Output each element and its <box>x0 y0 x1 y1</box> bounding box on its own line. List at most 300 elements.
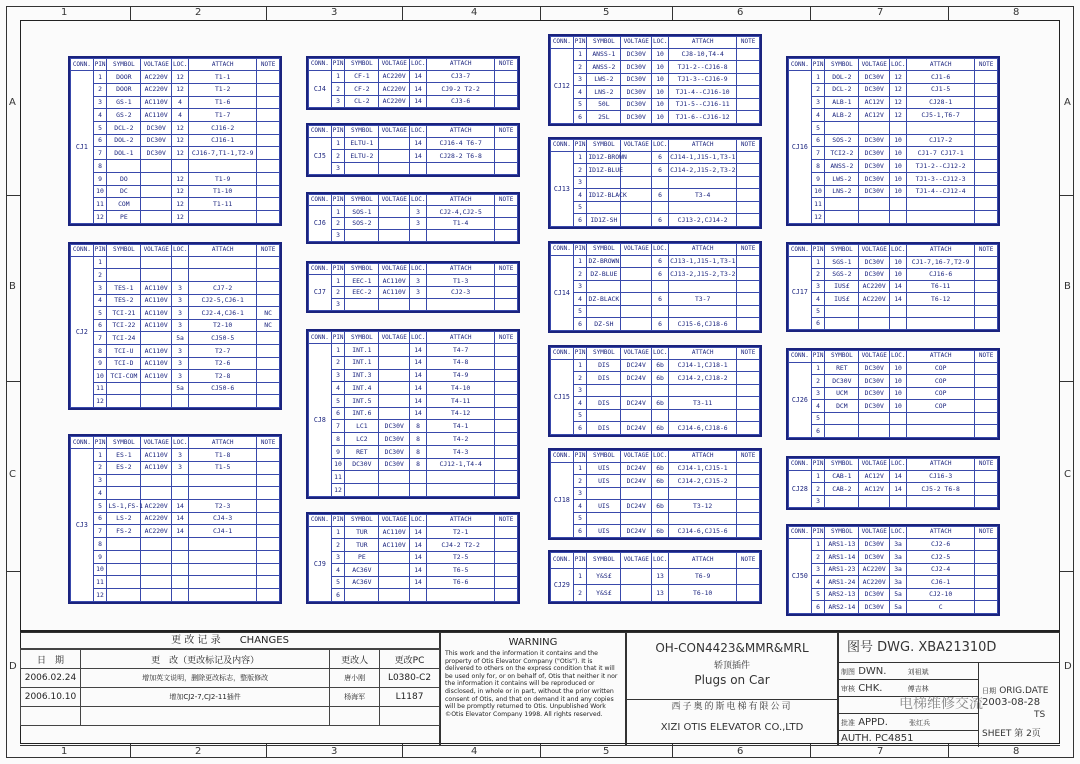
table-row <box>71 256 280 269</box>
table-cell: 14 <box>890 281 907 293</box>
table-header-cell: ATTACH <box>907 59 975 71</box>
table-row <box>551 397 760 410</box>
table-cell: DC24V <box>621 500 652 513</box>
table-cell <box>172 269 189 282</box>
table-cell: 4 <box>172 109 189 122</box>
connector-name: CJ1 <box>71 71 94 224</box>
table-cell: 3 <box>811 495 825 507</box>
table-cell <box>975 147 998 160</box>
table-cell: 10 <box>652 111 669 124</box>
table-cell: ALB-2 <box>825 109 859 122</box>
table-cell <box>141 382 172 395</box>
title-cn: 轿顶插件 <box>713 661 750 671</box>
table-row <box>71 294 280 307</box>
table-row <box>71 499 280 512</box>
grid-col-label: 6 <box>737 746 744 757</box>
table-cell <box>107 395 141 408</box>
grid-row-label: C <box>1064 469 1071 480</box>
table-cell: DZ-BROWN <box>587 255 621 268</box>
table-header-cell: PIN <box>811 459 825 471</box>
table-row <box>309 344 518 357</box>
table-header-cell: VOLTAGE <box>621 37 652 49</box>
table-cell: AC110V <box>379 287 410 299</box>
table-row <box>551 462 760 475</box>
table-cell: AC110V <box>141 370 172 383</box>
table-cell: T1-11 <box>189 198 257 211</box>
table-cell: 14 <box>410 576 427 589</box>
table-cell: ALB-1 <box>825 96 859 109</box>
table-cell: DC30V <box>141 121 172 134</box>
table-cell <box>737 462 760 475</box>
table-cell: EEC-1 <box>345 275 379 287</box>
table-cell: 8 <box>410 420 427 433</box>
table-cell: TES-1 <box>107 282 141 295</box>
dwn-name: 刘祖斌 <box>907 668 929 676</box>
table-cell <box>107 474 141 487</box>
table-header-cell: VOLTAGE <box>859 59 890 71</box>
table-cell: 14 <box>410 356 427 369</box>
connector-name: CJ3 <box>71 449 94 602</box>
table-cell: INT.6 <box>345 407 379 420</box>
table-cell: DC24V <box>621 525 652 538</box>
table-header-cell: ATTACH <box>907 527 975 539</box>
connector-name: CJ29 <box>551 568 574 601</box>
table-cell <box>172 576 189 589</box>
connector-table-cj4 <box>306 56 520 110</box>
table-cell: 10 <box>652 48 669 61</box>
table-cell: Y&S£ <box>587 568 621 585</box>
table-row <box>309 526 518 539</box>
table-cell <box>890 425 907 438</box>
table-cell <box>257 109 280 122</box>
table-cell: DC30V <box>859 551 890 564</box>
table-cell <box>172 487 189 500</box>
table-cell: 3a <box>890 551 907 564</box>
table-cell: 10 <box>890 375 907 388</box>
table-cell: DC30V <box>825 375 859 388</box>
table-cell: ANSS-2 <box>825 160 859 173</box>
table-cell: 4 <box>93 109 107 122</box>
table-cell: 5 <box>811 588 825 601</box>
table-row <box>71 550 280 563</box>
table-header-cell: VOLTAGE <box>859 351 890 363</box>
table-header-cell: PIN <box>331 59 345 71</box>
table-cell: ARS2-13 <box>825 588 859 601</box>
grid-col-label: 8 <box>1013 7 1020 18</box>
table-row <box>71 319 280 332</box>
table-header-cell: SYMBOL <box>107 59 141 71</box>
table-cell: 1 <box>331 206 345 218</box>
table-cell: 11 <box>331 471 345 484</box>
table-cell <box>345 162 379 174</box>
table-cell: 1 <box>811 538 825 551</box>
table-cell <box>257 134 280 147</box>
table-cell: ANSS-2 <box>587 61 621 74</box>
table-cell: 4 <box>573 397 587 410</box>
table-row <box>789 293 998 305</box>
table-row <box>789 198 998 211</box>
grid-col-label: 6 <box>737 7 744 18</box>
table-header-cell: LOC. <box>652 244 669 256</box>
table-row <box>309 551 518 564</box>
table-cell: CJ14-6,CJ15-6 <box>669 525 737 538</box>
table-cell: TCI-COM <box>107 370 141 383</box>
table-cell <box>107 487 141 500</box>
connector-name: CJ15 <box>551 359 574 434</box>
table-cell <box>859 412 890 425</box>
watermark: 电梯维修交流 <box>899 696 983 712</box>
table-cell: DC30V <box>859 83 890 96</box>
table-cell: 8 <box>410 445 427 458</box>
table-header-cell: SYMBOL <box>825 351 859 363</box>
table-cell: 1 <box>331 526 345 539</box>
table-cell <box>345 299 379 311</box>
table-cell: 3 <box>410 206 427 218</box>
table-cell <box>345 230 379 242</box>
table-header-cell: CONN. <box>551 451 574 463</box>
table-cell: 6 <box>652 255 669 268</box>
table-header-cell: ATTACH <box>189 245 257 257</box>
table-cell: TCI-22 <box>107 319 141 332</box>
table-cell: CJ2-5 <box>907 551 975 564</box>
table-cell: 2 <box>93 83 107 96</box>
dwg-info-section <box>838 632 1060 746</box>
table-cell: CJ14-2,J15-2,T3-2 <box>669 164 737 177</box>
table-cell: CJ16-2 <box>189 121 257 134</box>
table-cell: 12 <box>890 71 907 84</box>
table-cell: 8 <box>811 160 825 173</box>
table-header-cell: CONN. <box>551 244 574 256</box>
table-cell: 14 <box>410 83 427 95</box>
table-cell <box>141 395 172 408</box>
table-cell <box>825 211 859 224</box>
table-header-cell: SYMBOL <box>107 245 141 257</box>
table-row <box>71 563 280 576</box>
table-header-cell: ATTACH <box>427 126 495 138</box>
dwn-label: DWN. <box>858 666 887 677</box>
table-row <box>71 307 280 320</box>
table-cell: AC12V <box>859 483 890 495</box>
table-cell: 3 <box>573 384 587 397</box>
chk-cn: 审核 <box>841 685 855 693</box>
table-cell: 2 <box>331 150 345 162</box>
table-cell: UCM <box>825 387 859 400</box>
table-cell: TCI-U <box>107 344 141 357</box>
table-cell: 12 <box>172 185 189 198</box>
table-header-cell: NOTE <box>495 59 518 71</box>
table-cell: 6 <box>652 214 669 227</box>
table-cell <box>189 160 257 173</box>
table-cell <box>975 293 998 305</box>
table-cell: DC30V <box>621 86 652 99</box>
table-cell: DC30V <box>141 134 172 147</box>
table-cell <box>410 589 427 602</box>
table-cell <box>410 230 427 242</box>
table-cell <box>907 121 975 134</box>
changes-table <box>20 649 440 726</box>
table-cell: CF-2 <box>345 83 379 95</box>
table-cell: AC220V <box>141 525 172 538</box>
table-header-cell: VOLTAGE <box>379 195 410 206</box>
table-cell: 5 <box>811 412 825 425</box>
table-cell: 12 <box>93 395 107 408</box>
table-cell <box>257 525 280 538</box>
table-cell: 4 <box>93 294 107 307</box>
table-row <box>789 400 998 413</box>
table-header-cell: CONN. <box>71 437 94 449</box>
table-cell: DIS <box>587 359 621 372</box>
table-cell: DC30V <box>379 458 410 471</box>
table-cell: 14 <box>890 483 907 495</box>
table-cell: CJ5-1,T6-7 <box>907 109 975 122</box>
table-cell <box>890 317 907 329</box>
table-cell: CJ2-4 <box>907 563 975 576</box>
table-cell: DC24V <box>621 475 652 488</box>
table-header-cell: CONN. <box>551 140 574 152</box>
changes-title-cn: 更 改 记 录 <box>171 635 221 646</box>
table-cell <box>890 495 907 507</box>
table-cell: CJ2-6 <box>907 538 975 551</box>
table-cell: DC24V <box>621 359 652 372</box>
table-header-cell: ATTACH <box>907 245 975 257</box>
table-cell: 14 <box>172 512 189 525</box>
table-row <box>551 525 760 538</box>
table-cell <box>975 563 998 576</box>
table-cell: T1-6 <box>189 96 257 109</box>
table-cell <box>652 201 669 214</box>
table-cell <box>737 487 760 500</box>
connector-name: CJ4 <box>309 70 332 107</box>
company-en: XIZI OTIS ELEVATOR CO.,LTD <box>660 722 804 733</box>
table-cell <box>737 189 760 202</box>
table-header-cell: SYMBOL <box>825 59 859 71</box>
table-cell: 14 <box>410 382 427 395</box>
table-cell <box>379 344 410 357</box>
table-cell: CJ14-1,J15-1,T3-1 <box>669 151 737 164</box>
table-header-cell: CONN. <box>789 351 812 363</box>
table-cell <box>257 83 280 96</box>
table-cell <box>737 111 760 124</box>
table-cell: CJ2-3 <box>427 287 495 299</box>
table-cell: CJ2-5,CJ6-1 <box>189 294 257 307</box>
table-cell: 1 <box>811 71 825 84</box>
table-header-cell: LOC. <box>890 351 907 363</box>
table-header-cell: LOC. <box>652 553 669 569</box>
table-cell: T1-8 <box>189 449 257 462</box>
table-cell <box>587 176 621 189</box>
table-cell: ID1Z-BROWN <box>587 151 621 164</box>
table-row <box>551 359 760 372</box>
table-cell: 10 <box>93 185 107 198</box>
table-cell: 8 <box>93 160 107 173</box>
table-cell: 4 <box>172 96 189 109</box>
table-cell: CJ8-10,T4-4 <box>669 48 737 61</box>
table-header-cell: VOLTAGE <box>621 553 652 569</box>
table-cell: CJ15-6,CJ18-6 <box>669 318 737 331</box>
table-cell: 10 <box>890 172 907 185</box>
table-row <box>551 318 760 331</box>
table-header-cell: LOC. <box>172 245 189 257</box>
orig-date: 2003-08-28 <box>982 697 1041 708</box>
table-header-cell: LOC. <box>890 459 907 471</box>
table-cell: 5 <box>331 576 345 589</box>
table-cell: DC30V <box>859 256 890 268</box>
table-cell <box>379 218 410 230</box>
table-cell <box>621 164 652 177</box>
change-desc: 增加CJ2-7,CJ2-11插件 <box>80 688 329 707</box>
table-cell: LS-2 <box>107 512 141 525</box>
table-cell: 10 <box>890 362 907 375</box>
table-cell: 2 <box>331 218 345 230</box>
table-header-cell: LOC. <box>410 264 427 275</box>
table-cell <box>737 409 760 422</box>
table-row <box>71 282 280 295</box>
table-row <box>71 449 280 462</box>
table-cell: 5 <box>93 499 107 512</box>
table-cell: 1 <box>93 449 107 462</box>
table-row <box>551 422 760 435</box>
table-row <box>789 121 998 134</box>
table-cell: T3-11 <box>669 397 737 410</box>
table-cell <box>257 487 280 500</box>
table-cell: 14 <box>410 344 427 357</box>
table-header-cell: ATTACH <box>907 351 975 363</box>
table-cell: AC110V <box>141 357 172 370</box>
table-cell: T4-1 <box>427 420 495 433</box>
table-header-cell: VOLTAGE <box>621 348 652 360</box>
table-cell: DC30V <box>859 147 890 160</box>
table-cell: DC30V <box>859 588 890 601</box>
table-cell: CJ13-2,J15-2,T3-2 <box>669 268 737 281</box>
table-cell: AC36V <box>345 576 379 589</box>
table-cell: ID1Z-BLUE <box>587 164 621 177</box>
table-cell: AC110V <box>379 539 410 552</box>
table-cell: DC30V <box>859 268 890 280</box>
table-cell: 12 <box>172 172 189 185</box>
table-row <box>789 563 998 576</box>
table-cell: 14 <box>410 564 427 577</box>
table-header-cell: SYMBOL <box>345 515 379 527</box>
table-cell: CJ4-1 <box>189 525 257 538</box>
table-cell: CJ2-4,CJ2-5 <box>427 206 495 218</box>
table-header-cell: CONN. <box>789 459 812 471</box>
table-cell: EEC-2 <box>345 287 379 299</box>
auth-label: AUTH. <box>841 733 872 744</box>
table-row <box>71 525 280 538</box>
table-cell: CJ4-2 T2-2 <box>427 539 495 552</box>
table-cell: T2-10 <box>189 319 257 332</box>
table-cell <box>975 71 998 84</box>
table-row <box>71 538 280 551</box>
table-cell <box>427 162 495 174</box>
table-cell <box>890 211 907 224</box>
table-cell: 12 <box>890 96 907 109</box>
connector-name: CJ13 <box>551 151 574 226</box>
table-cell: 4 <box>573 500 587 513</box>
table-cell <box>345 484 379 497</box>
table-header-cell: PIN <box>93 437 107 449</box>
table-cell <box>427 471 495 484</box>
table-cell: ID1Z-BLACK <box>587 189 621 202</box>
table-cell <box>257 71 280 84</box>
table-cell <box>652 176 669 189</box>
table-cell: 2 <box>573 585 587 602</box>
table-cell: 2 <box>331 83 345 95</box>
table-header-cell: CONN. <box>309 332 332 344</box>
table-header-cell: NOTE <box>975 459 998 471</box>
table-header-cell: VOLTAGE <box>621 244 652 256</box>
table-cell: DC30V <box>859 538 890 551</box>
table-cell: IUS£ <box>825 293 859 305</box>
table-cell: LWS-2 <box>587 73 621 86</box>
table-cell <box>495 407 518 420</box>
date-cn: 日期 <box>982 687 996 695</box>
table-header-cell: VOLTAGE <box>141 437 172 449</box>
table-cell: 4 <box>573 189 587 202</box>
table-cell: RET <box>825 362 859 375</box>
table-cell: T3-4 <box>669 189 737 202</box>
table-cell <box>737 512 760 525</box>
table-cell <box>669 280 737 293</box>
table-row <box>309 564 518 577</box>
table-row <box>309 83 518 95</box>
table-row <box>789 576 998 589</box>
table-cell: 3 <box>811 563 825 576</box>
table-cell: 6b <box>652 525 669 538</box>
table-cell: 1 <box>331 344 345 357</box>
table-header-cell: VOLTAGE <box>859 245 890 257</box>
table-cell: CJ14-6,CJ18-6 <box>669 422 737 435</box>
table-header-cell: SYMBOL <box>587 140 621 152</box>
table-cell: DC30V <box>621 111 652 124</box>
table-cell <box>172 550 189 563</box>
table-cell <box>141 589 172 602</box>
table-cell: TJ1-5--CJ16-11 <box>669 98 737 111</box>
table-row <box>789 375 998 388</box>
table-header-cell: CONN. <box>309 264 332 275</box>
table-cell <box>975 83 998 96</box>
table-cell <box>172 256 189 269</box>
table-row <box>789 83 998 96</box>
table-cell: CJ16-1 <box>189 134 257 147</box>
table-cell <box>621 512 652 525</box>
table-cell: DIS <box>587 397 621 410</box>
table-cell <box>379 150 410 162</box>
table-cell: SOS-2 <box>345 218 379 230</box>
table-cell: 3 <box>331 551 345 564</box>
change-by: 唐小刚 <box>330 669 380 688</box>
table-header-cell: LOC. <box>890 59 907 71</box>
table-cell: DC30V <box>859 387 890 400</box>
table-cell: 3 <box>172 294 189 307</box>
table-cell <box>587 384 621 397</box>
table-cell <box>257 550 280 563</box>
table-cell: T2-1 <box>427 526 495 539</box>
connector-name: CJ5 <box>309 137 332 174</box>
table-cell <box>427 299 495 311</box>
table-cell: 3 <box>811 281 825 293</box>
table-cell: DC30V <box>621 61 652 74</box>
table-cell: SOS-1 <box>345 206 379 218</box>
table-cell <box>737 384 760 397</box>
table-cell <box>257 121 280 134</box>
grid-row-label: A <box>1064 97 1071 108</box>
table-header-cell: VOLTAGE <box>859 527 890 539</box>
table-cell <box>141 550 172 563</box>
table-cell: 12 <box>172 211 189 224</box>
table-row <box>71 395 280 408</box>
table-cell <box>737 73 760 86</box>
